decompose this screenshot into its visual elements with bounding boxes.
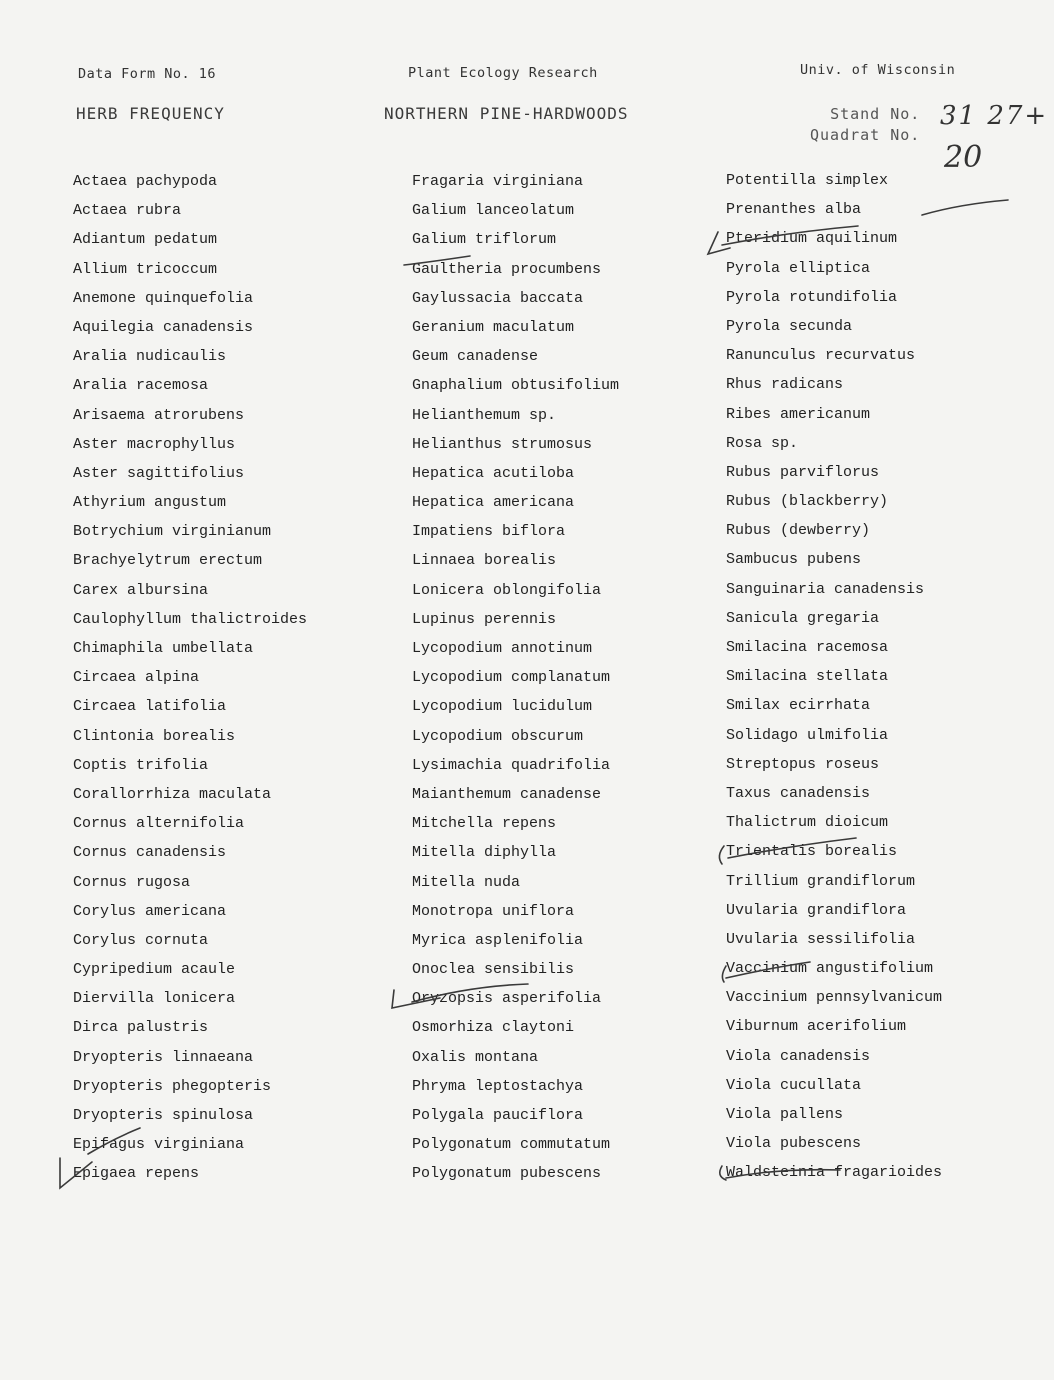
- stand-label: Stand No.: [830, 105, 921, 123]
- quadrat-value-handwritten: 20: [944, 140, 983, 175]
- species-item: Lycopodium complanatum: [412, 669, 611, 687]
- species-item: Brachyelytrum erectum: [73, 552, 263, 570]
- species-item: Aster macrophyllus: [73, 435, 236, 453]
- species-item: Mitchella repens: [412, 815, 557, 833]
- species-item: Hepatica acutiloba: [412, 464, 575, 482]
- species-item: Chimaphila umbellata: [73, 640, 254, 657]
- species-item: Pteridium aquilinum: [726, 230, 898, 248]
- species-item: Clintonia borealis: [73, 727, 236, 745]
- species-item: Geum canadense: [412, 348, 539, 366]
- species-item: Actaea pachypoda: [73, 173, 218, 190]
- species-item: Aralia racemosa: [73, 377, 209, 395]
- species-item: Circaea latifolia: [73, 698, 227, 716]
- species-item: Lysimachia quadrifolia: [412, 756, 611, 774]
- species-item: Oryzopsis asperifolia: [412, 990, 602, 1008]
- species-item: Gaylussacia baccata: [412, 289, 584, 307]
- species-item: Dryopteris linnaeana: [73, 1048, 254, 1066]
- species-item: Mitella diphylla: [412, 844, 557, 862]
- species-item: Cornus alternifolia: [73, 815, 245, 833]
- species-item: Rubus (dewberry): [726, 522, 871, 540]
- species-item: Gnaphalium obtusifolium: [412, 377, 620, 395]
- species-item: Botrychium virginianum: [73, 523, 272, 541]
- pencil-check-mark: [719, 846, 724, 864]
- species-item: Carex albursina: [73, 581, 209, 599]
- species-item: Caulophyllum thalictroides: [73, 610, 308, 628]
- species-item: Taxus canadensis: [726, 784, 871, 802]
- species-item: Uvularia sessilifolia: [726, 930, 916, 948]
- species-item: Helianthus strumosus: [412, 435, 593, 453]
- university: Univ. of Wisconsin: [800, 62, 956, 78]
- pencil-check-mark: [392, 990, 440, 1008]
- species-item: Helianthemum sp.: [412, 406, 557, 424]
- species-item: Galium triflorum: [412, 231, 557, 249]
- species-item: Rhus radicans: [726, 376, 844, 394]
- species-item: Rubus (blackberry): [726, 493, 889, 511]
- species-item: Onoclea sensibilis: [412, 961, 575, 979]
- species-item: Lonicera oblongifolia: [412, 581, 602, 599]
- species-item: Circaea alpina: [73, 669, 200, 687]
- species-item: Dryopteris phegopteris: [73, 1077, 272, 1095]
- species-item: Viola canadensis: [726, 1047, 871, 1065]
- species-item: Allium tricoccum: [73, 260, 218, 278]
- species-item: Uvularia grandiflora: [726, 901, 907, 919]
- species-item: Corallorrhiza maculata: [73, 785, 272, 803]
- species-item: Pyrola rotundifolia: [726, 288, 898, 306]
- species-item: Aquilegia canadensis: [73, 318, 254, 336]
- species-item: Thalictrum dioicum: [726, 814, 889, 832]
- species-item: Sambucus pubens: [726, 551, 862, 569]
- species-item: Adiantum pedatum: [73, 231, 218, 249]
- species-item: Arisaema atrorubens: [73, 406, 245, 424]
- pencil-dash-mark: [922, 200, 1008, 215]
- species-item: Solidago ulmifolia: [726, 726, 889, 744]
- species-item: Sanicula gregaria: [726, 609, 880, 627]
- species-item: Polygonatum pubescens: [412, 1165, 602, 1183]
- species-item: Fragaria virginiana: [412, 173, 584, 190]
- species-item: Osmorhiza claytoni: [412, 1019, 575, 1037]
- species-item: Lycopodium annotinum: [412, 640, 593, 657]
- species-item: Phryma leptostachya: [412, 1077, 584, 1095]
- species-item: Trillium grandiflorum: [726, 872, 916, 890]
- species-item: Potentilla simplex: [726, 172, 889, 189]
- pencil-check-mark: [722, 966, 726, 982]
- species-item: Smilacina racemosa: [726, 639, 889, 656]
- species-item: Impatiens biflora: [412, 523, 566, 541]
- pencil-strike-mark: [726, 962, 810, 978]
- species-item: Trientalis borealis: [726, 843, 898, 861]
- species-item: Smilacina stellata: [726, 668, 889, 686]
- species-item: Cornus rugosa: [73, 873, 191, 891]
- species-item: Oxalis montana: [412, 1048, 539, 1066]
- species-item: Aralia nudicaulis: [73, 348, 227, 366]
- pencil-check-mark: [60, 1158, 92, 1188]
- species-item: Epifagus virginiana: [73, 1136, 245, 1154]
- species-item: Monotropa uniflora: [412, 902, 575, 920]
- species-item: Sanguinaria canadensis: [726, 580, 925, 598]
- species-item: Dirca palustris: [73, 1019, 209, 1037]
- species-item: Coptis trifolia: [73, 756, 209, 774]
- form-title: HERB FREQUENCY: [76, 104, 225, 123]
- species-item: Pyrola elliptica: [726, 259, 871, 277]
- species-item: Smilax ecirrhata: [726, 697, 871, 715]
- species-item: Diervilla lonicera: [73, 990, 236, 1008]
- organization: Plant Ecology Research: [408, 65, 598, 81]
- species-item: Ranunculus recurvatus: [726, 347, 916, 365]
- species-item: Streptopus roseus: [726, 755, 880, 773]
- species-item: Galium lanceolatum: [412, 202, 575, 220]
- form-number: Data Form No. 16: [78, 66, 217, 82]
- species-item: Cypripedium acaule: [73, 961, 236, 979]
- species-item: Corylus americana: [73, 902, 227, 920]
- species-item: Geranium maculatum: [412, 318, 575, 336]
- species-item: Viola pubescens: [726, 1135, 862, 1153]
- species-item: Viburnum acerifolium: [726, 1018, 907, 1036]
- species-item: Polygonatum commutatum: [412, 1136, 611, 1154]
- pencil-strike-mark: [404, 256, 470, 265]
- species-item: Viola cucullata: [726, 1076, 862, 1094]
- species-item: Aster sagittifolius: [73, 464, 245, 482]
- species-item: Waldsteinia fragarioides: [726, 1164, 943, 1182]
- species-item: Dryopteris spinulosa: [73, 1107, 254, 1124]
- quadrat-label: Quadrat No.: [810, 126, 921, 144]
- pencil-check-mark: [720, 1166, 726, 1180]
- species-item: Viola pallens: [726, 1106, 844, 1123]
- species-item: Athyrium angustum: [73, 494, 227, 512]
- species-item: Hepatica americana: [412, 494, 575, 512]
- species-item: Vaccinium angustifolium: [726, 960, 934, 978]
- species-item: Epigaea repens: [73, 1165, 200, 1183]
- species-item: Lycopodium obscurum: [412, 727, 584, 745]
- species-item: Lycopodium lucidulum: [412, 698, 593, 716]
- pencil-strike-mark: [88, 1128, 140, 1154]
- species-item: Linnaea borealis: [412, 552, 557, 570]
- pencil-strike-mark: [722, 226, 858, 245]
- species-item: Pyrola secunda: [726, 317, 853, 335]
- species-item: Polygala pauciflora: [412, 1107, 584, 1124]
- species-item: Actaea rubra: [73, 202, 182, 220]
- species-item: Maianthemum canadense: [412, 785, 602, 803]
- species-item: Vaccinium pennsylvanicum: [726, 989, 943, 1007]
- species-item: Prenanthes alba: [726, 201, 862, 219]
- species-item: Gaultheria procumbens: [412, 260, 602, 278]
- pencil-strike-mark: [412, 984, 528, 1002]
- pencil-strike-mark: [726, 1170, 840, 1178]
- species-item: Corylus cornuta: [73, 931, 209, 949]
- pencil-strike-mark: [728, 838, 856, 858]
- species-item: Myrica asplenifolia: [412, 931, 584, 949]
- species-item: Rosa sp.: [726, 434, 799, 452]
- pencil-check-mark: [708, 232, 730, 254]
- species-item: Mitella nuda: [412, 873, 521, 891]
- species-item: Anemone quinquefolia: [73, 289, 254, 307]
- species-item: Cornus canadensis: [73, 844, 227, 862]
- species-item: Ribes americanum: [726, 405, 871, 423]
- community-type: NORTHERN PINE-HARDWOODS: [384, 104, 629, 123]
- species-item: Rubus parviflorus: [726, 463, 880, 481]
- stand-value-handwritten: 31 27+: [940, 101, 1049, 131]
- species-item: Lupinus perennis: [412, 610, 557, 628]
